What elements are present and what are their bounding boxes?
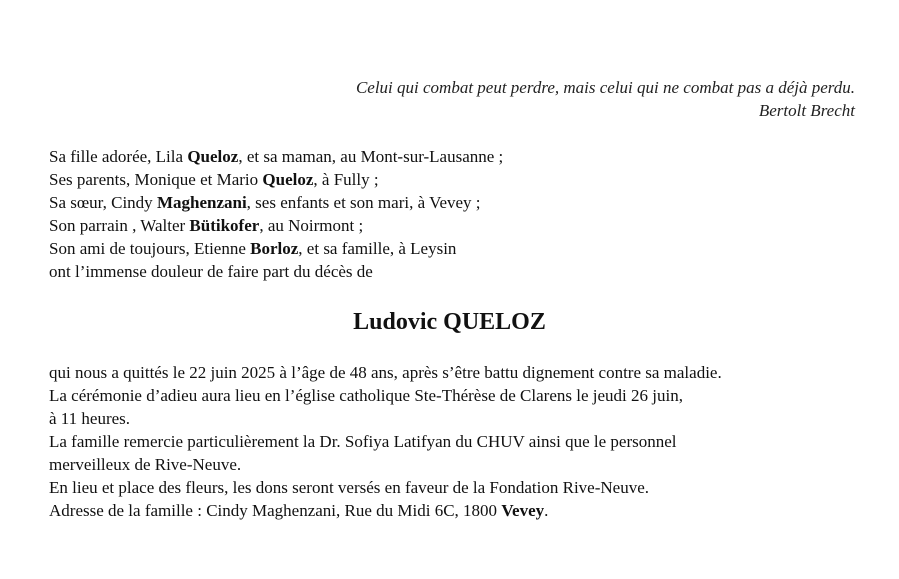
detail-line: En lieu et place des fleurs, les dons seront versés en faveur de la Fondation Rive-Neuve. <box>49 478 650 497</box>
family-line: Sa fille adorée, Lila Queloz, et sa maman, au Mont-sur-Lausanne ; <box>49 147 504 166</box>
detail-line: à 11 heures. <box>49 409 131 428</box>
family-line: Son ami de toujours, Etienne Borloz, et sa famille, à Leysin <box>49 239 457 258</box>
epigraph-quote <box>356 76 855 122</box>
deceased-name: Ludovic QUELOZ <box>353 309 546 335</box>
detail-line: merveilleux de Rive-Neuve. <box>49 455 242 474</box>
family-line: Sa sœur, Cindy Maghenzani, ses enfants et son mari, à Vevey ; <box>49 193 481 212</box>
detail-line: qui nous a quittés le 22 juin 2025 à l’âge de 48 ans, après s’être battu dignement contre sa maladie. <box>49 363 722 382</box>
family-line: Son parrain , Walter Bütikofer, au Noirmont ; <box>49 216 364 235</box>
detail-line: La famille remercie particulièrement la Dr. Sofiya Latifyan du CHUV ainsi que le personnel <box>49 432 677 451</box>
quote-author: Bertolt Brecht <box>758 101 855 120</box>
family-line: Ses parents, Monique et Mario Queloz, à Fully ; <box>49 170 379 189</box>
family-announcement <box>49 145 503 283</box>
family-address: Adresse de la famille : Cindy Maghenzani, Rue du Midi 6C, 1800 Vevey. <box>49 501 549 520</box>
detail-line: La cérémonie d’adieu aura lieu en l’église catholique Ste-Thérèse de Clarens le jeudi 26 juin, <box>49 386 683 405</box>
family-line: ont l’immense douleur de faire part du décès de <box>49 262 373 281</box>
quote-text: Celui qui combat peut perdre, mais celui qui ne combat pas a déjà perdu. <box>355 78 855 97</box>
obituary-details <box>49 361 722 522</box>
